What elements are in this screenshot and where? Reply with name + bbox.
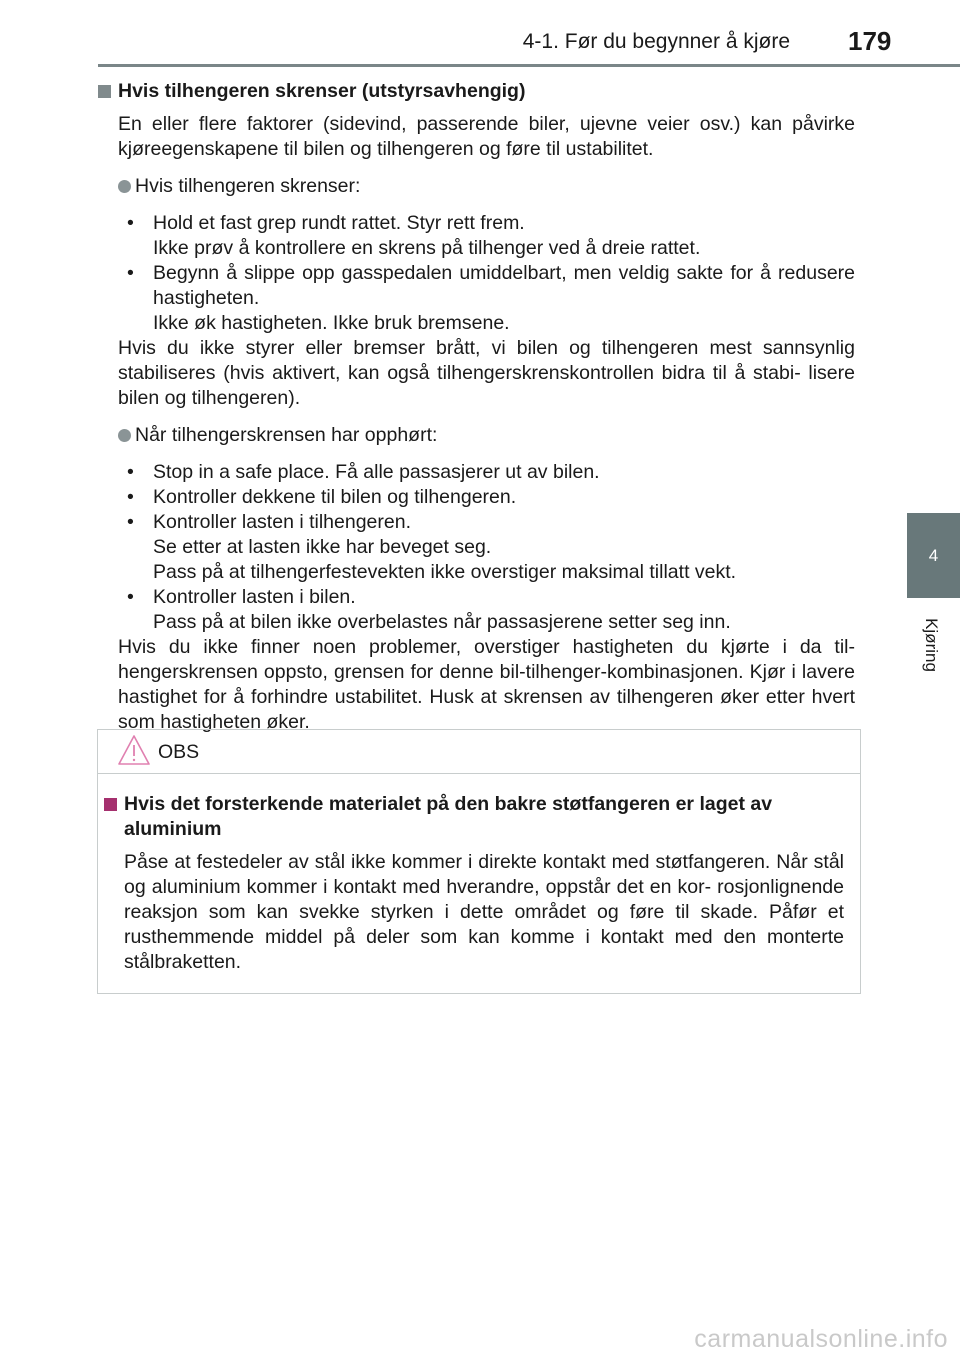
obs-paragraph: Påse at festedeler av stål ikke kommer i direkte kontakt med støtfangeren. Når stål og aluminium kommer i kontakt med hverandre, oppstår det en kor- rosjonlignende reaksjon som kan svekke styrken i dette området og føre til skade. Påfør et rusthemmende middel på deler som kan komme i kontakt med den monterte stålbraketten. <box>124 851 844 973</box>
chapter-label-wrap <box>913 610 949 680</box>
point-2-title: Når tilhengerskrensen har opphørt: <box>135 424 438 446</box>
obs-warning-box <box>97 729 861 994</box>
list-line: Stop in a safe place. Få alle passasjerer ut av bilen. <box>153 461 600 483</box>
obs-header <box>98 730 860 774</box>
list-item <box>127 485 855 510</box>
intro-paragraph: En eller flere faktorer (sidevind, passerende biler, ujevne veier osv.) kan påvirke kjøreegenskapene til bilen og tilhengeren og føre til ustabilitet. <box>118 113 855 160</box>
watermark: carmanualsonline.info <box>694 1325 948 1353</box>
list-line: Se etter at lasten ikke har beveget seg. <box>153 536 492 558</box>
list-item <box>127 211 855 261</box>
bullet-dot-icon <box>118 429 131 442</box>
chapter-tab <box>907 513 960 598</box>
obs-heading-text: Hvis det forsterkende materialet på den bakre støtfangeren er laget av aluminium <box>124 793 773 840</box>
list-line: Kontroller dekkene til bilen og tilhengeren. <box>153 486 517 508</box>
chapter-number: 4 <box>928 545 939 565</box>
warning-triangle-icon <box>117 734 151 766</box>
list-line: Ikke øk hastigheten. Ikke bruk bremsene. <box>153 312 510 334</box>
obs-heading <box>104 792 844 842</box>
list-line: Ikke prøv å kontrollere en skrens på tilhenger ved å dreie rattet. <box>153 237 701 259</box>
point-1-list <box>98 211 855 336</box>
section-heading-text: Hvis tilhengeren skrenser (utstyrsavhengig) <box>118 80 526 102</box>
list-line: Kontroller lasten i bilen. <box>153 586 356 608</box>
bullet-icon: • <box>127 212 134 234</box>
list-line: Pass på at tilhengerfestevekten ikke overstiger maksimal tillatt vekt. <box>153 561 737 583</box>
bullet-dot-icon <box>118 180 131 193</box>
point-1-title: Hvis tilhengeren skrenser: <box>135 175 361 197</box>
page-section-title: 4-1. Før du begynner å kjøre <box>522 30 790 53</box>
list-item <box>127 460 855 485</box>
heading-square-icon <box>98 85 111 98</box>
point-2 <box>118 423 855 448</box>
obs-square-icon <box>104 798 117 811</box>
page-number: 179 <box>848 26 892 56</box>
point-2-list <box>98 460 855 635</box>
bullet-icon: • <box>127 486 134 508</box>
list-item <box>127 510 855 585</box>
section-heading <box>98 79 855 104</box>
chapter-label: Kjøring <box>922 618 942 672</box>
list-line: Hold et fast grep rundt rattet. Styr rett frem. <box>153 212 525 234</box>
list-item <box>127 261 855 336</box>
point-2-after: Hvis du ikke finner noen problemer, overstiger hastigheten du kjørte i da til- hengerskrensen oppsto, grensen for denne bil-tilhenger-kombinasjonen. Kjør i lavere hastighet for å forhindre ustabilitet. Husk at skrensen av tilhengeren øker etter hvert som hastigheten øker. <box>118 636 855 733</box>
point-1 <box>118 174 855 199</box>
list-line: Pass på at bilen ikke overbelastes når passasjerene setter seg inn. <box>153 611 731 633</box>
point-1-after: Hvis du ikke styrer eller bremser brått, vi bilen og tilhengeren mest sannsynlig stabiliseres (hvis aktivert, kan også tilhengerskrenskontrollen bidra til å stabi- lisere bilen og tilhengeren). <box>118 337 855 409</box>
bullet-icon: • <box>127 262 134 284</box>
obs-label: OBS <box>158 741 200 763</box>
bullet-icon: • <box>127 586 134 608</box>
header-divider <box>98 64 960 67</box>
bullet-icon: • <box>127 511 134 533</box>
list-line: Begynn å slippe opp gasspedalen umiddelbart, men veldig sakte for å redusere hastigheten. <box>153 262 855 309</box>
bullet-icon: • <box>127 461 134 483</box>
list-line: Kontroller lasten i tilhengeren. <box>153 511 411 533</box>
list-item <box>127 585 855 635</box>
main-content <box>98 76 855 735</box>
obs-body <box>98 774 860 975</box>
